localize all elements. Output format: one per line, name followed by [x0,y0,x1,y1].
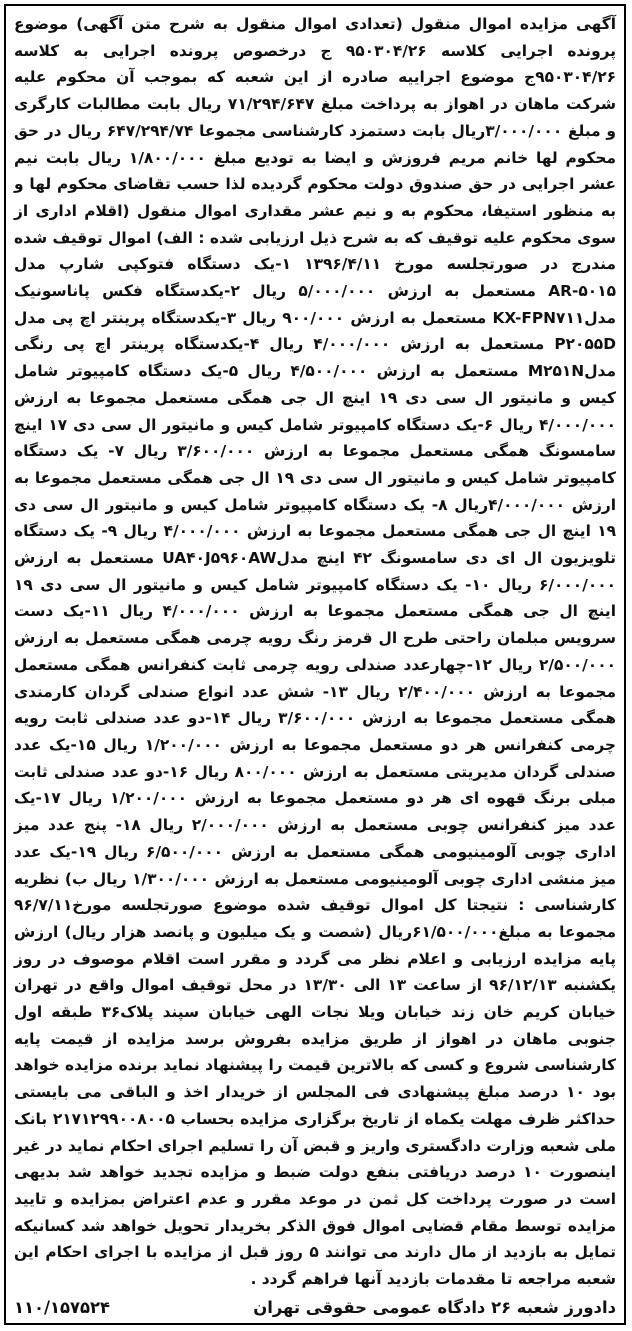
notice-code: ۱۱۰/۱۵۷۵۲۴ [14,1298,111,1317]
auction-notice [4,4,626,1325]
notice-footer [14,1298,616,1317]
notice-body: آگهی مزایده اموال منقول (تعدادی اموال منقول به شرح متن آگهی) موضوع پرونده اجرایی کلاسه ۹۵۰۳۰۴/۲۶ ج درخصوص پرونده اجرایی به کلاسه ۹۵۰۳۰۴/۲۶ج موضوع اجراییه صادره از این شعبه که بموجب آن محکوم علیه شرکت ماهان در اهواز به پرداخت مبلغ ۷۱/۲۹۴/۶۴۷ ریال بابت مطالبات کارگری و مبلغ ۳/۰۰۰/۰۰۰ریال بابت دستمزد کارشناسی مجموعا ۶۴۷/۲۹۴/۷۴ ریال در حق محکوم لها خانم مریم فروزش و ایضا به تودیع مبلغ ۱/۸۰۰/۰۰۰ ریال بابت نیم عشر اجرایی در حق صندوق دولت محکوم گردیده لذا حسب تقاضای محکوم لها و به منظور استیفا، محکوم به و نیم عشر مقداری اموال منقول (اقلام اداری از سوی محکوم علیه توقیف که به شرح ذیل ارزیابی شده : الف) اموال توقیف شده مندرج در صورتجلسه مورخ ۱۳۹۶/۴/۱۱ ۱-یک دستگاه فتوکپی شارپ مدل AR-۵۰۱۵ مستعمل به ارزش ۵/۰۰۰/۰۰۰ ریال ۲-یکدستگاه فکس پاناسونیک مدلKX-FPN۷۱۱ مستعمل به ارزش ۹۰۰/۰۰۰ ریال ۳-یکدستگاه پرینتر اچ پی مدل P۲۰۵۵D مستعمل به ارزش ۴/۰۰۰/۰۰۰ ریال ۴-یکدستگاه پرینتر اچ پی رنگی مدلM۲۵۱N مستعمل به ارزش ۴/۵۰۰/۰۰۰ ریال ۵-یک دستگاه کامپیوتر شامل کیس و مانیتور ال سی دی ۱۹ اینچ ال جی همگی مستعمل مجموعا به ارزش ۴/۰۰۰/۰۰۰ ریال ۶-یک دستگاه کامپیوتر شامل کیس و مانیتور ال سی دی ۱۷ اینچ سامسونگ همگی مستعمل مجموعا به ارزش ۳/۶۰۰/۰۰۰ ریال ۷- یک دستگاه کامپیوتر شامل کیس و مانیتور ال سی دی ۱۹ ال جی همگی مستعمل مجموعا به ارزش ۴/۰۰۰/۰۰۰ریال ۸- یک دستگاه کامپیوتر شامل کیس و مانیتور ال سی دی ۱۹ اینچ ال جی همگی مستعمل مجموعا به ارزش ۴/۰۰۰/۰۰۰ ریال ۹- یک دستگاه تلویزیون ال ای دی سامسونگ ۴۲ اینچ مدلUA۴۰J۵۹۶۰AW مستعمل به ارزش ۶/۰۰۰/۰۰۰ ریال ۱۰- یک دستگاه کامپیوتر شامل کیس و مانیتور ال سی دی ۱۹ اینچ ال جی همگی مستعمل مجموعا به ارزش ۴/۰۰۰/۰۰۰ ریال ۱۱-یک دست سرویس مبلمان راحتی طرح ال قرمز رنگ رویه چرمی همگی مستعمل به ارزش ۲/۵۰۰/۰۰۰ ریال ۱۲-چهارعدد صندلی رویه چرمی ثابت کنفرانس همگی مستعمل مجموعا به ارزش ۲/۴۰۰/۰۰۰ ریال ۱۳- شش عدد انواع صندلی گردان کارمندی همگی مستعمل مجموعا به ارزش ۳/۶۰۰/۰۰۰ ریال ۱۴-دو عدد صندلی ثابت رویه چرمی کنفرانس هر دو مستعمل مجموعا به ارزش ۱/۲۰۰/۰۰۰ ریال ۱۵-یک عدد صندلی گردان مدیریتی مستعمل به ارزش ۸۰۰/۰۰۰ ریال ۱۶-دو عدد صندلی ثابت مبلی برنگ قهوه ای هر دو مستعمل مجموعا به ارزش ۱/۲۰۰/۰۰۰ ریال ۱۷-یک عدد میز کنفرانس چوبی مستعمل به ارزش ۲/۰۰۰/۰۰۰ ریال ۱۸- پنج عدد میز اداری چوبی آلومینیومی همگی مستعمل به ارزش ۶/۵۰۰/۰۰۰ ریال ۱۹-یک عدد میز منشی اداری چوبی آلومینیومی مستعمل به ارزش ۱/۳۰۰/۰۰۰ ریال ب) نظریه کارشناسی : نتیجتا کل اموال توقیف شده موضوع صورتجلسه مورخ۹۶/۷/۱۱ مجموعا به مبلغ۶۱/۵۰۰/۰۰۰ریال (شصت و یک میلیون و پانصد هزار ریال) ارزش پایه مزایده ارزیابی و اعلام نظر می گردد و مقرر است اقلام موصوف در روز یکشنبه ۹۶/۱۲/۱۳ از ساعت ۱۳ الی ۱۳/۳۰ در محل توقیف اموال واقع در تهران خیابان کریم خان زند خیابان ویلا نجات الهی خیابان سپند پلاک۳۶ طبقه اول جنوبی ماهان در اهواز از طریق مزایده بفروش برسد مزایده از قیمت پایه کارشناسی شروع و کسی که بالاترین قیمت را پیشنهاد نماید برنده مزایده خواهد بود ۱۰ درصد مبلغ پیشنهادی فی المجلس از خریدار اخذ و الباقی می بایستی حداکثر ظرف مهلت یکماه از تاریخ برگزاری مزایده بحساب ۲۱۷۱۲۹۹۰۰۸۰۰۵ بانک ملی شعبه وزارت دادگستری واریز و قبض آن را تسلیم اجرای احکام نماید در غیر اینصورت ۱۰ درصد دریافتی بنفع دولت ضبط و مزایده تجدید خواهد شد بدیهی است در صورت پرداخت کل ثمن در موعد مقرر و عدم اعتراض بمزایده و تایید مزایده توسط مقام قضایی اموال فوق الذکر بخریدار تحویل خواهد شد کسانیکه تمایل به بازدید از مال دارند می توانند ۵ روز قبل از مزایده با اجرای احکام این شعبه مراجعه تا مقدمات بازدید آنها فراهم گردد . [14,15,617,1289]
signature: دادورز شعبه ۲۶ دادگاه عمومی حقوقی تهران [253,1298,616,1317]
